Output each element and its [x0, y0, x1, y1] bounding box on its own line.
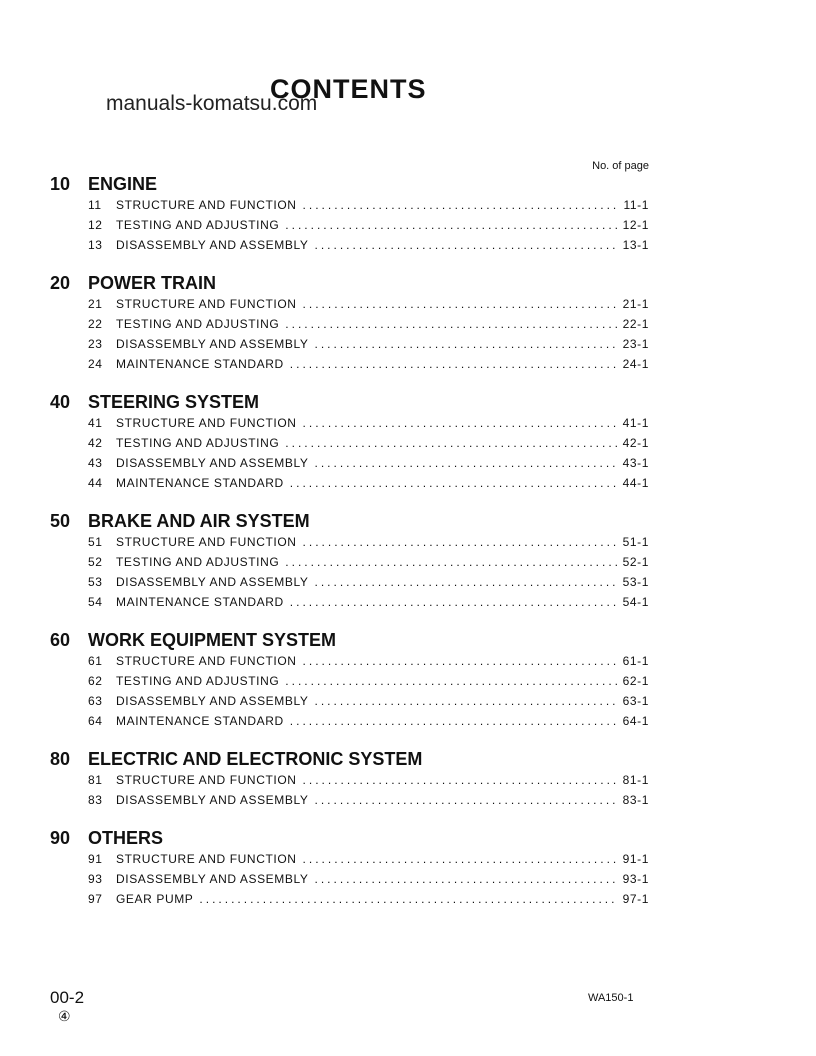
entry-number: 53 — [88, 575, 103, 589]
entry-label: TESTING AND ADJUSTING — [116, 436, 280, 450]
entry-page: 51-1 — [622, 535, 649, 549]
entry-number: 13 — [88, 238, 103, 252]
entry-page: 61-1 — [622, 654, 649, 668]
toc-entry — [50, 235, 649, 255]
toc-entry — [50, 592, 649, 612]
entry-page: 54-1 — [622, 595, 649, 609]
entry-label: GEAR PUMP — [116, 892, 194, 906]
entry-label: STRUCTURE AND FUNCTION — [116, 198, 297, 212]
dot-leader — [303, 770, 617, 790]
section-heading — [50, 391, 649, 413]
section-heading — [50, 629, 649, 651]
entry-label: MAINTENANCE STANDARD — [116, 476, 284, 490]
entry-label: MAINTENANCE STANDARD — [116, 714, 284, 728]
entry-label: TESTING AND ADJUSTING — [116, 674, 280, 688]
dot-leader — [290, 592, 617, 612]
toc-entry — [50, 195, 649, 215]
entry-label: TESTING AND ADJUSTING — [116, 317, 280, 331]
section-number: 50 — [50, 511, 71, 531]
section-number: 40 — [50, 392, 71, 412]
entry-page: 83-1 — [622, 793, 649, 807]
entry-label: DISASSEMBLY AND ASSEMBLY — [116, 793, 309, 807]
dot-leader — [314, 334, 616, 354]
dot-leader — [290, 473, 617, 493]
entry-label: STRUCTURE AND FUNCTION — [116, 773, 297, 787]
entry-number: 81 — [88, 773, 103, 787]
entry-label: DISASSEMBLY AND ASSEMBLY — [116, 337, 309, 351]
entry-page: 44-1 — [622, 476, 649, 490]
entry-number: 22 — [88, 317, 103, 331]
section-heading — [50, 272, 649, 294]
entry-number: 24 — [88, 357, 103, 371]
page-number: 00-2 — [50, 988, 85, 1007]
section-heading — [50, 510, 649, 532]
dot-leader — [285, 433, 616, 453]
entry-page: 93-1 — [622, 872, 649, 886]
table-of-contents — [50, 173, 649, 926]
revision-mark: ④ — [58, 1008, 71, 1024]
toc-entry — [50, 691, 649, 711]
section-heading — [50, 173, 649, 195]
entry-page: 42-1 — [622, 436, 649, 450]
entry-number: 61 — [88, 654, 103, 668]
dot-leader — [285, 552, 616, 572]
entry-number: 97 — [88, 892, 103, 906]
entry-number: 12 — [88, 218, 103, 232]
entry-label: DISASSEMBLY AND ASSEMBLY — [116, 694, 309, 708]
entry-label: TESTING AND ADJUSTING — [116, 555, 280, 569]
toc-entry — [50, 572, 649, 592]
dot-leader — [303, 532, 617, 552]
entry-label: TESTING AND ADJUSTING — [116, 218, 280, 232]
entry-page: 97-1 — [622, 892, 649, 906]
toc-entry — [50, 314, 649, 334]
section-number: 10 — [50, 174, 71, 194]
toc-section — [50, 510, 649, 612]
entry-number: 52 — [88, 555, 103, 569]
entry-number: 63 — [88, 694, 103, 708]
entry-page: 22-1 — [622, 317, 649, 331]
dot-leader — [303, 413, 617, 433]
entry-page: 52-1 — [622, 555, 649, 569]
dot-leader — [199, 889, 616, 909]
toc-entry — [50, 849, 649, 869]
entry-label: STRUCTURE AND FUNCTION — [116, 852, 297, 866]
entry-number: 44 — [88, 476, 103, 490]
entry-label: DISASSEMBLY AND ASSEMBLY — [116, 238, 309, 252]
toc-entry — [50, 889, 649, 909]
entry-label: DISASSEMBLY AND ASSEMBLY — [116, 456, 309, 470]
dot-leader — [314, 790, 616, 810]
column-header: No. of page — [592, 160, 649, 172]
entry-label: STRUCTURE AND FUNCTION — [116, 535, 297, 549]
entry-number: 93 — [88, 872, 103, 886]
section-number: 80 — [50, 749, 71, 769]
section-title: STEERING SYSTEM — [88, 392, 260, 412]
dot-leader — [303, 294, 617, 314]
entry-number: 41 — [88, 416, 103, 430]
entry-label: DISASSEMBLY AND ASSEMBLY — [116, 872, 309, 886]
entry-page: 63-1 — [622, 694, 649, 708]
entry-number: 43 — [88, 456, 103, 470]
toc-entry — [50, 215, 649, 235]
entry-label: DISASSEMBLY AND ASSEMBLY — [116, 575, 309, 589]
entry-number: 21 — [88, 297, 103, 311]
entry-page: 23-1 — [622, 337, 649, 351]
entry-number: 51 — [88, 535, 103, 549]
toc-section — [50, 629, 649, 731]
dot-leader — [314, 572, 616, 592]
entry-page: 64-1 — [622, 714, 649, 728]
section-title: POWER TRAIN — [88, 273, 216, 293]
watermark: manuals-komatsu.com — [106, 92, 318, 115]
toc-section — [50, 173, 649, 255]
entry-label: MAINTENANCE STANDARD — [116, 595, 284, 609]
entry-number: 91 — [88, 852, 103, 866]
entry-page: 13-1 — [622, 238, 649, 252]
section-title: ELECTRIC AND ELECTRONIC SYSTEM — [88, 749, 423, 769]
section-title: OTHERS — [88, 828, 164, 848]
dot-leader — [314, 235, 616, 255]
dot-leader — [303, 849, 617, 869]
entry-page: 24-1 — [622, 357, 649, 371]
section-number: 20 — [50, 273, 71, 293]
section-heading — [50, 827, 649, 849]
dot-leader — [314, 691, 616, 711]
section-heading — [50, 748, 649, 770]
entry-label: MAINTENANCE STANDARD — [116, 357, 284, 371]
entry-page: 62-1 — [622, 674, 649, 688]
toc-entry — [50, 354, 649, 374]
dot-leader — [303, 651, 617, 671]
entry-page: 41-1 — [622, 416, 649, 430]
toc-entry — [50, 453, 649, 473]
entry-page: 91-1 — [622, 852, 649, 866]
section-title: BRAKE AND AIR SYSTEM — [88, 511, 310, 531]
toc-entry — [50, 790, 649, 810]
entry-page: 81-1 — [622, 773, 649, 787]
entry-number: 62 — [88, 674, 103, 688]
dot-leader — [285, 671, 616, 691]
section-number: 60 — [50, 630, 71, 650]
entry-number: 83 — [88, 793, 103, 807]
toc-section — [50, 827, 649, 909]
entry-label: STRUCTURE AND FUNCTION — [116, 416, 297, 430]
entry-label: STRUCTURE AND FUNCTION — [116, 654, 297, 668]
dot-leader — [290, 711, 617, 731]
toc-entry — [50, 651, 649, 671]
toc-entry — [50, 770, 649, 790]
toc-entry — [50, 473, 649, 493]
section-title: ENGINE — [88, 174, 158, 194]
dot-leader — [285, 314, 616, 334]
toc-entry — [50, 532, 649, 552]
section-number: 90 — [50, 828, 71, 848]
entry-page: 12-1 — [622, 218, 649, 232]
entry-number: 54 — [88, 595, 103, 609]
entry-number: 11 — [88, 198, 102, 212]
toc-entry — [50, 294, 649, 314]
entry-number: 64 — [88, 714, 103, 728]
entry-label: STRUCTURE AND FUNCTION — [116, 297, 297, 311]
toc-entry — [50, 869, 649, 889]
entry-page: 21-1 — [622, 297, 649, 311]
toc-entry — [50, 711, 649, 731]
entry-page: 11-1 — [623, 198, 649, 212]
toc-section — [50, 391, 649, 493]
dot-leader — [285, 215, 616, 235]
dot-leader — [290, 354, 617, 374]
dot-leader — [314, 453, 616, 473]
entry-page: 43-1 — [622, 456, 649, 470]
dot-leader — [314, 869, 616, 889]
toc-entry — [50, 433, 649, 453]
toc-section — [50, 272, 649, 374]
entry-number: 23 — [88, 337, 103, 351]
toc-section — [50, 748, 649, 810]
model-code: WA150-1 — [588, 992, 634, 1004]
toc-entry — [50, 334, 649, 354]
toc-entry — [50, 552, 649, 572]
toc-entry — [50, 413, 649, 433]
entry-page: 53-1 — [622, 575, 649, 589]
entry-number: 42 — [88, 436, 103, 450]
dot-leader — [303, 195, 618, 215]
page-title: CONTENTS — [270, 74, 427, 104]
section-title: WORK EQUIPMENT SYSTEM — [88, 630, 337, 650]
toc-entry — [50, 671, 649, 691]
